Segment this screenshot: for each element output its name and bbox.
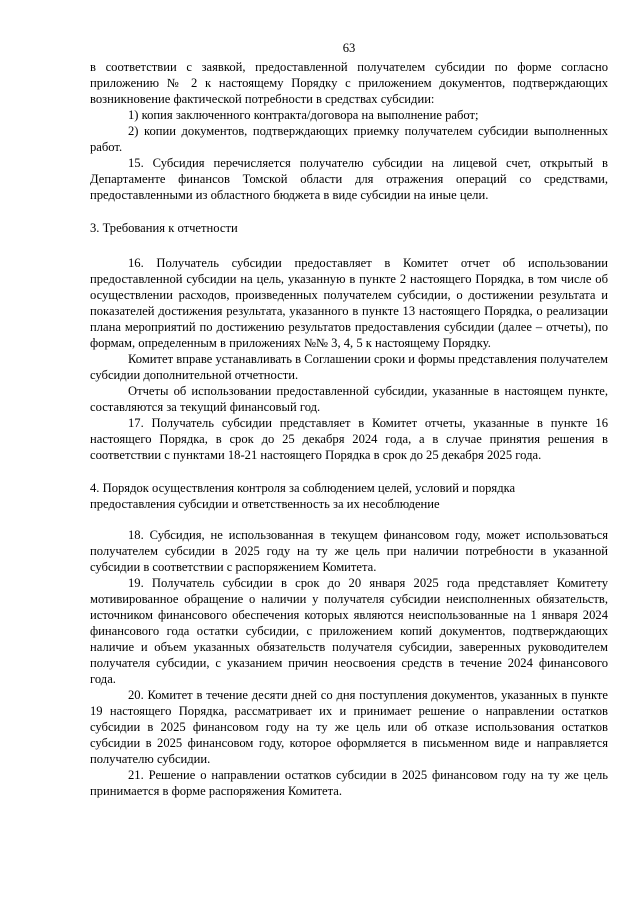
document-body <box>90 59 608 799</box>
paragraph: 1) копия заключенного контракта/договора на выполнение работ; <box>128 108 479 122</box>
section-heading: 3. Требования к отчетности <box>90 221 238 235</box>
spacer <box>90 463 608 480</box>
paragraph: 15. Субсидия перечисляется получателю субсидии на лицевой счет, открытый в Департаменте финансов Томской области для отражения операций со средствами, предоставленными из областного бюджета в виде субсидии на иные цели. <box>90 156 608 202</box>
paragraph: 20. Комитет в течение десяти дней со дня поступления документов, указанных в пункте 19 настоящего Порядка, рассматривает их и принимает решение о направлении остатков субсидии в 2025 финансовом году на ту же цель или об отказе использования остатков субсидии в 2025 финансовом году, которое оформляется в письменном виде и направляется получателю субсидии. <box>90 688 608 766</box>
paragraph: 21. Решение о направлении остатков субсидии в 2025 финансовом году на ту же цель принимается в форме распоряжения Комитета. <box>90 768 608 798</box>
spacer <box>90 512 608 527</box>
paragraph: 2) копии документов, подтверждающих приемку получателем субсидии выполненных работ. <box>90 124 608 154</box>
paragraph: Комитет вправе устанавливать в Соглашении сроки и формы представления получателем субсидии дополнительной отчетности. <box>90 352 609 382</box>
spacer <box>90 236 608 255</box>
paragraph: 19. Получатель субсидии в срок до 20 января 2025 года представляет Комитету мотивированное обращение о наличии у получателя субсидии неисполненных обязательств, источником финансового обеспечения которых являются неиспользованные на 1 января 2024 финансового года остатки субсидии, с приложением копий документов, подтверждающих наличие и объем указанных обязательств получателя субсидии, заверенных руководителем получателя субсидии, с указанием причин неосвоения средств в течение 2024 финансового года. <box>90 576 608 686</box>
spacer <box>90 203 608 220</box>
paragraph: Отчеты об использовании предоставленной субсидии, указанные в настоящем пункте, составляются за текущий финансовый год. <box>90 384 608 414</box>
section-heading: 4. Порядок осуществления контроля за соблюдением целей, условий и порядка <box>90 481 516 495</box>
paragraph: 16. Получатель субсидии предоставляет в Комитет отчет об использовании предоставленной субсидии на цель, указанную в пункте 2 настоящего Порядка, в том числе об осуществлении расходов, произведенных получателем субсидии, о достижении результата и показателей достижения результата, указанного в пункте 13 настоящего Порядка, о реализации плана мероприятий по достижению результатов предоставления субсидии (далее – отчеты), по формам, определенным в приложениях №№ 3, 4, 5 к настоящему Порядку. <box>90 256 608 350</box>
paragraph: 17. Получатель субсидии представляет в Комитет отчеты, указанные в пункте 16 настоящего Порядка, в срок до 25 декабря 2024 года, а в случае принятия решения в соответствии с пунктами 18-21 настоящего Порядка в срок до 25 декабря 2025 года. <box>90 416 608 462</box>
section-heading: предоставления субсидии и ответственность за их несоблюдение <box>90 497 440 511</box>
page-number: 63 <box>342 41 356 55</box>
paragraph: в соответствии с заявкой, предоставленной получателем субсидии по форме согласно приложению № 2 к настоящему Порядку с приложением документов, подтверждающих возникновение фактической потребности в средствах субсидии: <box>90 60 608 106</box>
paragraph: 18. Субсидия, не использованная в текущем финансовом году, может использоваться получателем субсидии в 2025 году на ту же цель при наличии потребности в указанной субсидии в соответствии с распоряжением Комитета. <box>90 528 608 574</box>
